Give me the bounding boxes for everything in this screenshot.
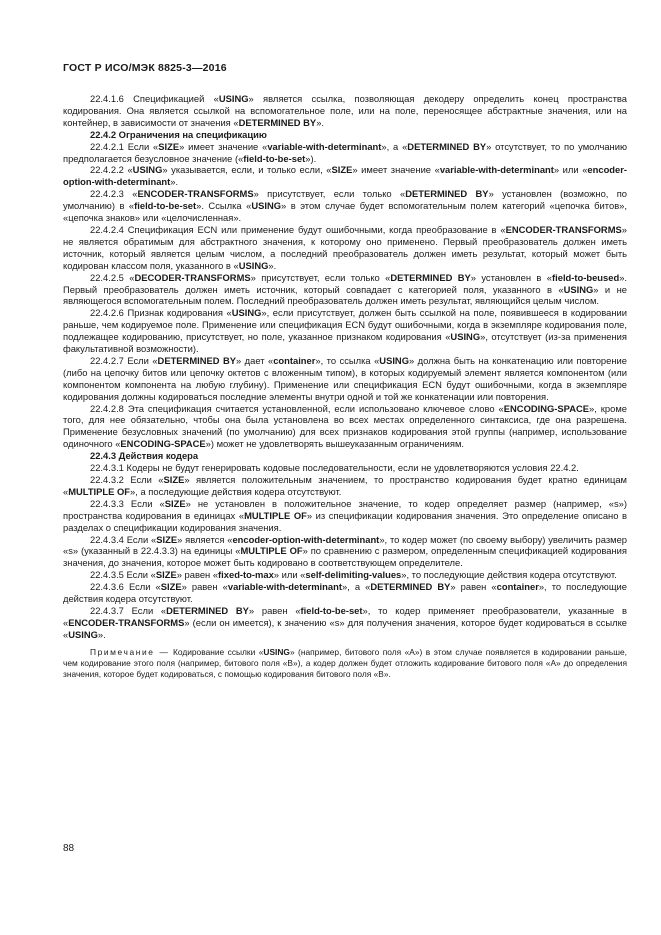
section-heading: 22.4.2 Ограничения на спецификацию	[90, 128, 267, 140]
document-header: ГОСТ Р ИСО/МЭК 8825-3—2016	[63, 62, 227, 74]
note-label: Примечание —	[90, 646, 170, 657]
paragraph: 22.4.2.5 «DECODER-TRANSFORMS» присутствует, если только «DETERMINED BY» установлен в «field-to-beused». Первый преобразователь должен иметь источник, который совпадает с категорией поля, указанного в «USING» и не являющегося вспомогательным полем. Последний преобразователь должен иметь результат, являющийся целым числом.	[63, 271, 628, 307]
note	[63, 647, 627, 680]
paragraph: 22.4.2.3 «ENCODER-TRANSFORMS» присутствует, если только «DETERMINED BY» установлен (возможно, по умолчанию) в «field-to-be-set». Ссылка «USING» в этом случае будет вспомогательным полем категорий «цепочка битов», «цепочка знаков» или «целочисленная».	[63, 188, 628, 224]
paragraph: 22.4.2.7 Если «DETERMINED BY» дает «container», то ссылка «USING» должна быть на конкатенацию или повторение (либо на цепочку битов или цепочку октетов с вложенным типом), в которых кодируемый элемент является компонентом (или компонентом компонента на любую глубину). Применение или спецификация ECN будут ошибочными, когда в экземпляре кодирования должны кодироваться последние элементы внутри одной и той же конкатенации или повторения.	[63, 354, 627, 402]
paragraph: 22.4.3.2 Если «SIZE» является положительным значением, то пространство кодирования будет кратно единицам «MULTIPLE OF», а последующие действия кодера отсутствуют.	[63, 474, 627, 497]
paragraph: 22.4.3.7 Если «DETERMINED BY» равен «field-to-be-set», то кодер применяет преобразователи, указанные в «ENCODER-TRANSFORMS» (если он имеется), к значению «s» для получения значения, которое будет кодироваться в ссылке «USING».	[63, 604, 627, 640]
paragraph: 22.4.1.6 Спецификацией «USING» является ссылка, позволяющая декодеру определить конец пространства кодирования. Она является ссылкой на вспомогательное поле, или на поле, переносящее абстрактные значения, или на контейнер, в зависимости от значения «DETERMINED BY».	[63, 93, 627, 128]
section-heading: 22.4.3 Действия кодера	[90, 450, 199, 462]
paragraph: 22.4.3.5 Если «SIZE» равен «fixed-to-max» или «self-delimiting-values», то последующие действия кодера отсутствуют.	[90, 569, 617, 581]
document-body	[63, 93, 627, 680]
paragraph: 22.4.3.1 Кодеры не будут генерировать кодовые последовательности, если не удовлетворяются условия 22.4.2.	[90, 462, 579, 474]
paragraph: 22.4.2.6 Признак кодирования «USING», если присутствует, должен быть ссылкой на поле, появившееся в кодировании раньше, чем кодируемое поле. Применение или спецификация ECN будут ошибочными, когда в экземпляре кодирования поле, подлежащее кодированию, присутствует, но поле, указанное признаком кодирования «USING», отсутствует (из-за применения факультативной возможности).	[63, 307, 627, 355]
paragraph: 22.4.2.8 Эта спецификация считается установленной, если использовано ключевое слово «ENCODING-SPACE», кроме того, для нее обязательно, чтобы она была установлена во всех местах определенного синтаксиса, где она разрешена. Применение безусловных значений (по умолчанию) для всех признаков кодирования этой группы (например, использование одиночного «ENCODING-SPACE») может не удовлетворять вышеуказанным ограничениям.	[63, 402, 627, 450]
page-number: 88	[63, 843, 75, 854]
paragraph: 22.4.2.1 Если «SIZE» имеет значение «variable-with-determinant», а «DETERMINED BY» отсутствует, то по умолчанию предполагается безусловное значение («field-to-be-set»).	[63, 140, 627, 164]
paragraph: 22.4.3.4 Если «SIZE» является «encoder-option-with-determinant», то кодер может (по своему выбору) увеличить размер «s» (указанный в 22.4.3.3) на единицы «MULTIPLE OF» по сравнению с размером, определенным спецификацией кодирования значения, до значения, которое может быть кодировано в соответствующем определителе.	[63, 533, 627, 569]
paragraph: 22.4.3.6 Если «SIZE» равен «variable-with-determinant», а «DETERMINED BY» равен «container», то последующие действия кодера отсутствуют.	[63, 581, 627, 605]
paragraph: 22.4.2.4 Спецификация ECN или применение будут ошибочными, когда преобразование в «ENCODER-TRANSFORMS» не является обратимым для абстрактного значения, к которому оно применено. Первый преобразователь должен иметь источник, который является целым числом, а последний преобразователь должен иметь результат, который может быть кодирован классом поля, указанного в «USING».	[63, 223, 627, 271]
paragraph: 22.4.2.2 «USING» указывается, если, и только если, «SIZE» имеет значение «variable-with-determinant» или «encoder-option-with-determinant».	[63, 164, 628, 188]
note-text: Кодирование ссылки «USING» (например, битового поля «A») в этом случае появляется в кодировании раньше, чем кодирование этого поля (например, битового поля «B»), а кодер должен будет отложить кодирование битового поля «A» до определения значения, которое будет кодироваться, с помощью кодирования битового поля «B».	[63, 646, 627, 679]
paragraph: 22.4.3.3 Если «SIZE» не установлен в положительное значение, то кодер определяет размер (например, «s») пространства кодирования в единицах «MULTIPLE OF» из спецификации кодирования значения. Это определение описано в разделах о спецификации кодирования значения.	[63, 497, 627, 533]
